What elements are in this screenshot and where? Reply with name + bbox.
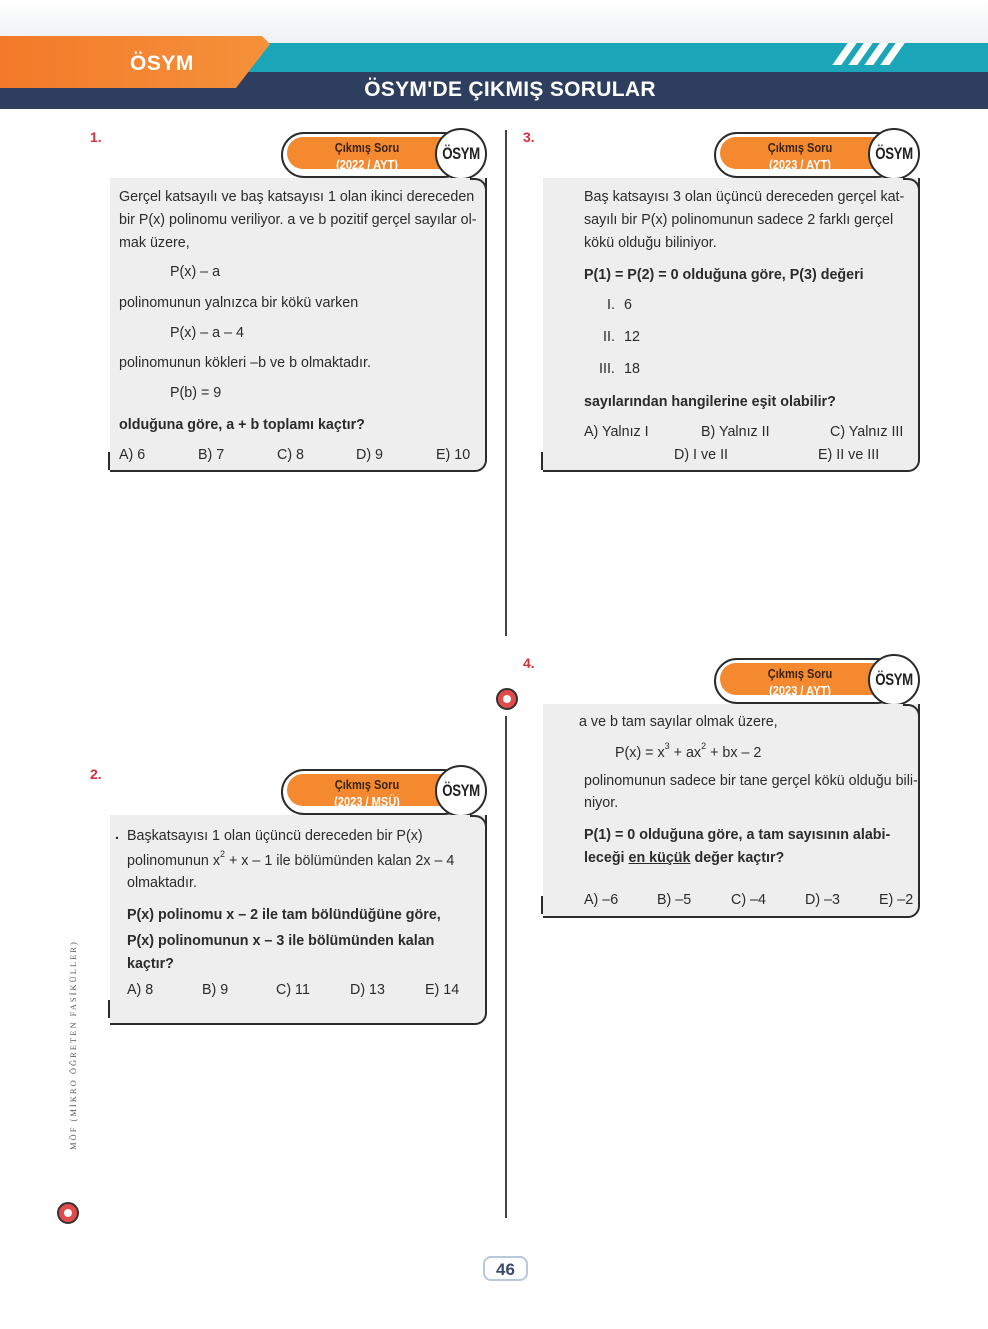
badge-label: Çıkmış Soru xyxy=(767,140,833,155)
question-prompt: leceği en küçük değer kaçtır? xyxy=(584,850,785,866)
question-text: Baş katsayısı 3 olan üçüncü dereceden gerçel kat- xyxy=(584,189,905,205)
option-d[interactable]: D) –3 xyxy=(805,892,840,908)
statement-value: 12 xyxy=(624,329,640,345)
question-prompt: kaçtır? xyxy=(127,956,174,972)
question-badge xyxy=(714,132,920,180)
roman-numeral: III. xyxy=(599,361,615,377)
header-tag: ÖSYM xyxy=(130,52,194,75)
question-text: a ve b tam sayılar olmak üzere, xyxy=(579,714,778,730)
box-left-mark xyxy=(108,452,110,470)
osym-logo-icon: ÖSYM xyxy=(868,654,920,706)
box-left-mark xyxy=(541,896,543,914)
option-e[interactable]: E) II ve III xyxy=(818,447,880,463)
option-b[interactable]: B) Yalnız II xyxy=(701,424,770,440)
box-left-mark xyxy=(108,1000,110,1018)
option-c[interactable]: C) –4 xyxy=(731,892,766,908)
column-divider-top xyxy=(505,130,507,636)
question-text: kökü olduğu biliniyor. xyxy=(584,235,717,251)
badge-year: (2022 / AYT) xyxy=(336,157,398,172)
badge-label: Çıkmış Soru xyxy=(334,777,400,792)
page-title: ÖSYM'DE ÇIKMIŞ SORULAR xyxy=(364,78,656,101)
option-c[interactable]: C) 11 xyxy=(276,982,310,998)
question-number: 4. xyxy=(523,655,535,671)
badge-label: Çıkmış Soru xyxy=(767,666,833,681)
question-text: bir P(x) polinomu veriliyor. a ve b pozitif gerçel sayılar ol- xyxy=(119,212,477,228)
badge-year: (2023 / MSÜ) xyxy=(334,794,400,809)
question-text: polinomunun $x^2 + x - 1$ ile bölümünden kalan 2x – 4 xyxy=(127,849,455,869)
question-number: 1. xyxy=(90,129,102,145)
badge-label: Çıkmış Soru xyxy=(334,140,400,155)
option-e[interactable]: E) –2 xyxy=(879,892,914,908)
question-prompt: sayılarından hangilerine eşit olabilir? xyxy=(584,394,836,410)
question-badge xyxy=(714,658,920,706)
statement-value: 6 xyxy=(624,297,632,313)
question-prompt: P(1) = 0 olduğuna göre, a tam sayısının alabi- xyxy=(584,827,891,843)
page-number: 46 xyxy=(496,1260,515,1279)
equation: P(x) – a xyxy=(170,264,221,280)
page-number-box xyxy=(483,1256,528,1281)
question-text: polinomunun yalnızca bir kökü varken xyxy=(119,295,359,311)
question-text: mak üzere, xyxy=(119,235,190,251)
option-a[interactable]: A) Yalnız I xyxy=(584,424,649,440)
column-divider-bottom xyxy=(505,716,507,1218)
option-b[interactable]: B) 9 xyxy=(202,982,229,998)
equation: $P(x) = x^3 + ax^2$ + bx – 2 xyxy=(615,741,762,761)
option-c[interactable]: C) 8 xyxy=(277,447,305,463)
option-a[interactable]: A) 6 xyxy=(119,447,146,463)
option-d[interactable]: D) 13 xyxy=(350,982,385,998)
equation: P(x) – a – 4 xyxy=(170,325,244,341)
question-text: polinomunun sadece bir tane gerçel kökü olduğu bili- xyxy=(584,773,918,789)
badge-year: (2023 / AYT) xyxy=(769,157,831,172)
question-prompt: P(x) polinomu x – 2 ile tam bölündüğüne göre, xyxy=(127,907,441,923)
osym-logo-icon: ÖSYM xyxy=(435,765,487,817)
question-prompt: olduğuna göre, a + b toplamı kaçtır? xyxy=(119,417,365,433)
option-b[interactable]: B) –5 xyxy=(657,892,692,908)
badge-year: (2023 / AYT) xyxy=(769,683,831,698)
series-side-text: MÖF (MİKRO ÖĞRETEN FASİKÜLLER) xyxy=(68,940,78,1150)
osym-logo-icon: ÖSYM xyxy=(435,128,487,180)
option-a[interactable]: A) –6 xyxy=(584,892,619,908)
option-d[interactable]: D) 9 xyxy=(356,447,384,463)
box-left-mark xyxy=(541,452,543,470)
question-text: olmaktadır. xyxy=(127,875,197,891)
question-number: 2. xyxy=(90,766,102,782)
option-e[interactable]: E) 14 xyxy=(425,982,460,998)
roman-numeral: I. xyxy=(607,297,615,313)
question-text: Gerçel katsayılı ve baş katsayısı 1 olan ikinci dereceden xyxy=(119,189,475,205)
question-number: 3. xyxy=(523,129,535,145)
question-prompt: P(x) polinomunun x – 3 ile bölümünden kalan xyxy=(127,933,435,949)
question-prompt: P(1) = P(2) = 0 olduğuna göre, P(3) değeri xyxy=(584,267,864,283)
question-badge xyxy=(281,132,487,180)
question-badge xyxy=(281,769,487,817)
bullet: . xyxy=(115,827,119,843)
question-text: Başkatsayısı 1 olan üçüncü dereceden bir P(x) xyxy=(127,828,423,844)
option-c[interactable]: C) Yalnız III xyxy=(830,424,904,440)
question-text: sayılı bir P(x) polinomunun sadece 2 farklı gerçel xyxy=(584,212,894,228)
option-a[interactable]: A) 8 xyxy=(127,982,154,998)
statement-value: 18 xyxy=(624,361,640,377)
option-b[interactable]: B) 7 xyxy=(198,447,225,463)
header-stripes xyxy=(832,43,912,65)
brand-logo-icon xyxy=(496,688,518,710)
option-e[interactable]: E) 10 xyxy=(436,447,471,463)
question-text: niyor. xyxy=(584,795,619,811)
question-text: polinomunun kökleri –b ve b olmaktadır. xyxy=(119,355,371,371)
option-d[interactable]: D) I ve II xyxy=(674,447,729,463)
brand-logo-icon xyxy=(57,1202,79,1224)
osym-logo-icon: ÖSYM xyxy=(868,128,920,180)
equation: P(b) = 9 xyxy=(170,385,222,401)
roman-numeral: II. xyxy=(603,329,615,345)
